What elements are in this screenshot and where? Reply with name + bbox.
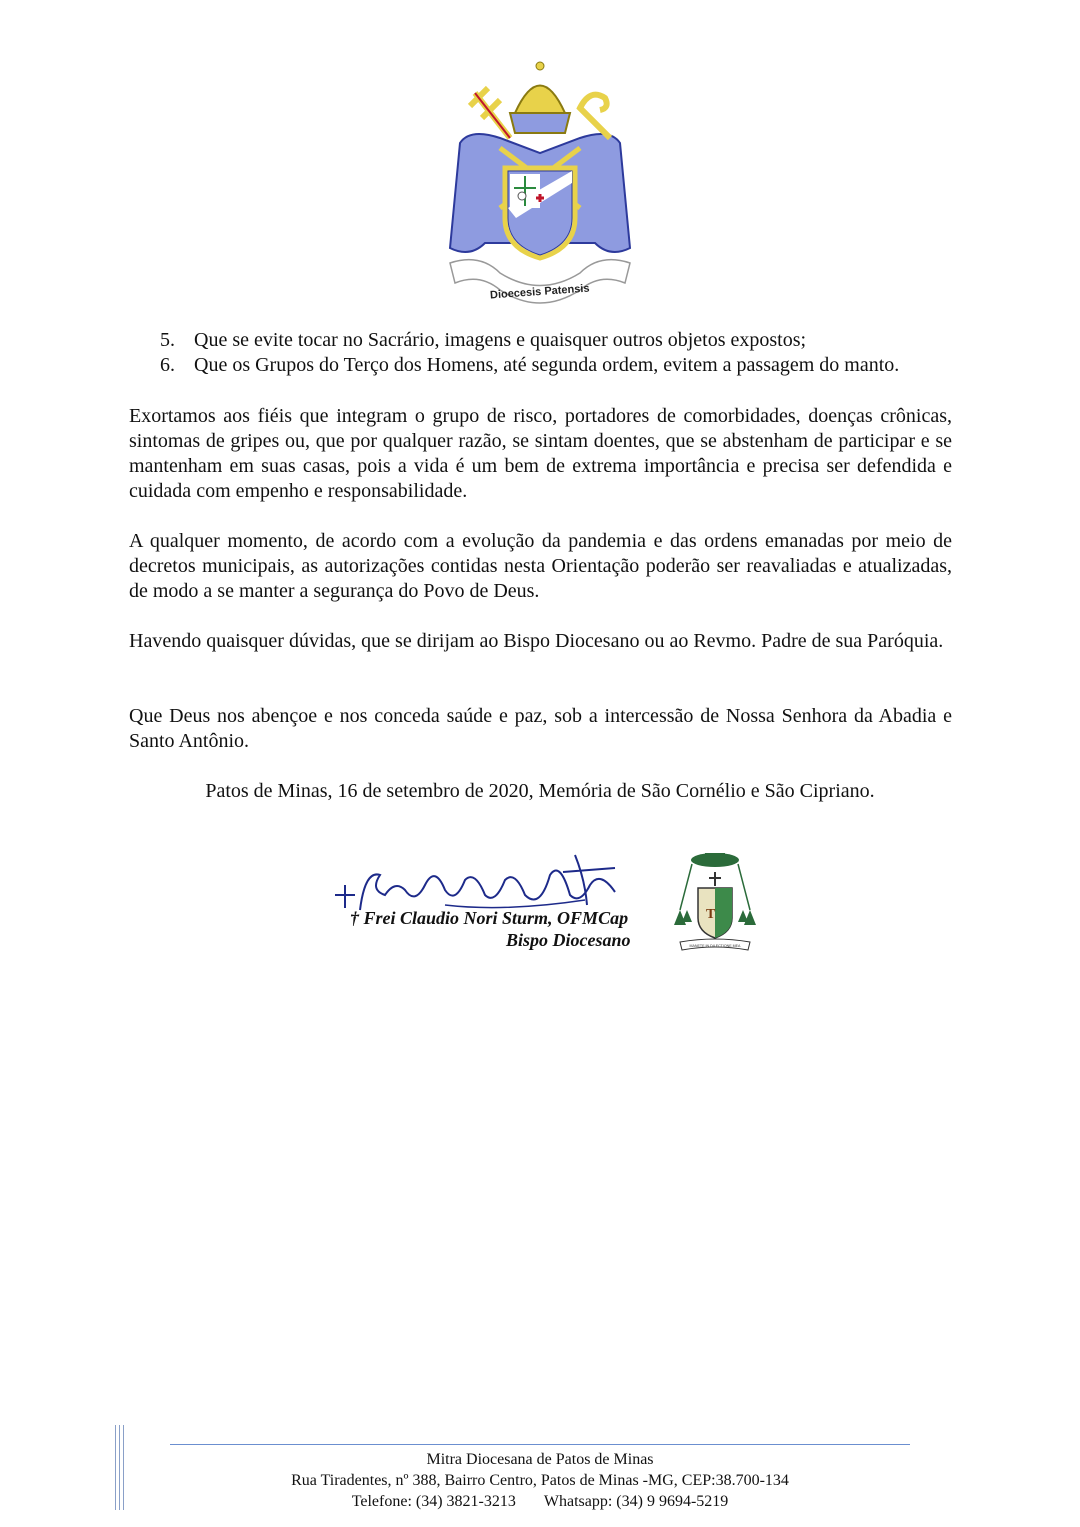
list-item-text: Que se evite tocar no Sacrário, imagens e quaisquer outros objetos expostos; bbox=[194, 329, 807, 351]
svg-text:MANETE IN DILECTIONE MEA: MANETE IN DILECTIONE MEA bbox=[689, 944, 741, 948]
svg-text:Dioecesis Patensis: Dioecesis Patensis bbox=[489, 282, 590, 302]
footer bbox=[0, 1449, 1080, 1512]
footer-org: Mitra Diocesana de Patos de Minas bbox=[426, 1451, 654, 1468]
footer-divider bbox=[170, 1444, 910, 1445]
paragraph-questions: Havendo quaisquer dúvidas, que se dirijam ao Bispo Diocesano ou ao Revmo. Padre de sua Paróquia. bbox=[129, 630, 944, 652]
list-item-text: Que os Grupos do Terço dos Homens, até segunda ordem, evitem a passagem do manto. bbox=[194, 354, 900, 376]
list-item-number: 6. bbox=[160, 354, 175, 376]
paragraph-blessing: Que Deus nos abençoe e nos conceda saúde e paz, sob a intercessão de Nossa Senhora da Abadia e Santo Antônio. bbox=[129, 705, 952, 752]
list-item bbox=[160, 328, 960, 353]
paragraph-reevaluation: A qualquer momento, de acordo com a evolução da pandemia e das ordens emanadas por meio de decretos municipais, as autorizações contidas nesta Orientação poderão ser reavaliadas e atualizadas, de modo a se manter a segurança do Povo de Deus. bbox=[129, 530, 952, 602]
instructions-list bbox=[160, 328, 960, 378]
bishop-coat-of-arms bbox=[672, 850, 758, 958]
dateline: Patos de Minas, 16 de setembro de 2020, Memória de São Cornélio e São Cipriano. bbox=[205, 780, 875, 802]
signatory-name: † Frei Claudio Nori Sturm, OFMCap bbox=[350, 908, 629, 928]
signatory-title: Bispo Diocesano bbox=[506, 930, 631, 950]
list-item-number: 5. bbox=[160, 329, 175, 351]
list-item bbox=[160, 353, 960, 378]
footer-phone: Telefone: (34) 3821-3213 bbox=[351, 1493, 516, 1510]
svg-text:T: T bbox=[706, 907, 716, 922]
footer-whatsapp: Whatsapp: (34) 9 9694-5219 bbox=[543, 1493, 729, 1510]
diocese-coat-of-arms bbox=[440, 58, 640, 308]
paragraph-exhortation: Exortamos aos fiéis que integram o grupo de risco, portadores de comorbidades, doenças crônicas, sintomas de gripes ou, que por qualquer razão, se sintam doentes, que se abstenham de participar e se mantenham em suas casas, pois a vida é um bem de extrema importância e precisa ser defendida e cuidada com empenho e responsabilidade. bbox=[129, 405, 952, 502]
footer-address: Rua Tiradentes, nº 388, Bairro Centro, Patos de Minas -MG, CEP:38.700-134 bbox=[291, 1472, 789, 1489]
footer-contacts bbox=[0, 1491, 1080, 1512]
